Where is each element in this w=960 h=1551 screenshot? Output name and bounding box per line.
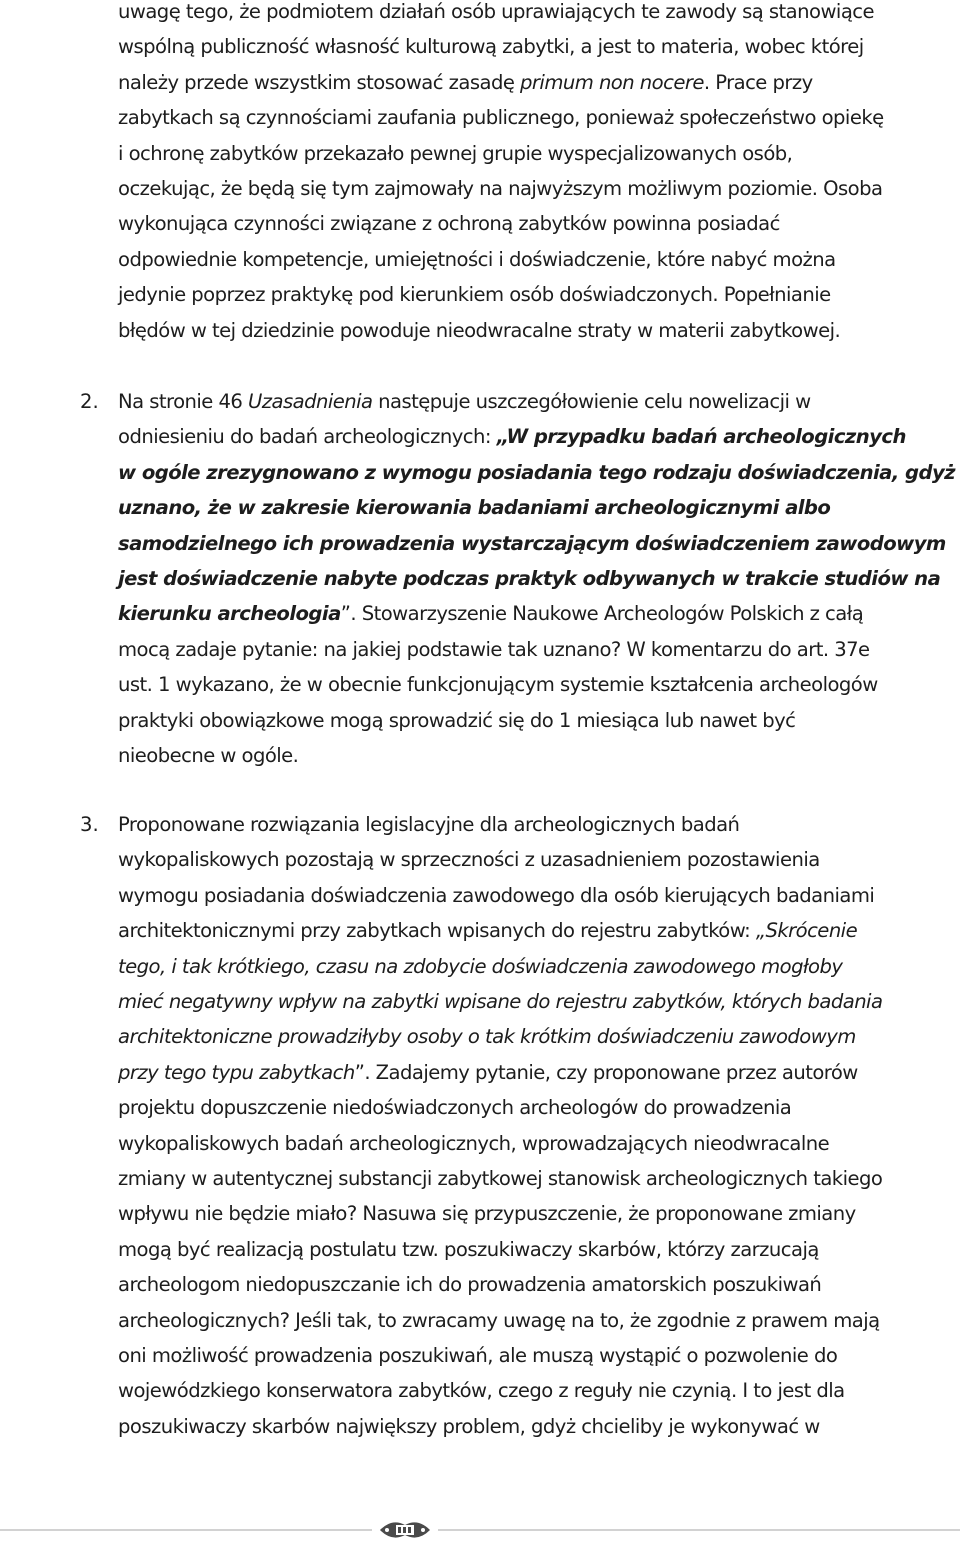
text-segment: jest doświadczenie nabyte podczas praktyk odbywanych w trakcie studiów na [118,567,941,590]
text-line [118,1167,882,1191]
footer-rule-right [438,1529,960,1531]
text-segment: . Prace przy [703,70,813,94]
text-segment: kierunku archeologia [118,602,341,626]
text-segment: błędów w tej dziedzinie powoduje nieodwracalne straty w materii zabytkowej. [118,318,841,342]
text-segment: tego, i tak krótkiego, czasu na zdobycie doświadczenia zawodowego mogłoby [118,954,843,978]
text-line [118,919,857,943]
text-line [118,319,840,343]
text-segment: i ochronę zabytków przekazało pewnej grupie wyspecjalizowanych osób, [118,141,793,165]
text-line [118,884,874,908]
text-line [118,496,830,520]
text-segment: odpowiednie kompetencje, umiejętności i doświadczenie, które nabyć można [118,247,836,271]
text-line [118,0,874,24]
text-line [118,1132,829,1156]
text-line [118,283,831,307]
text-line [118,461,955,485]
text-segment: mogą być realizacją postulatu tzw. poszukiwaczy skarbów, którzy zarzucają [118,1237,819,1261]
text-segment: oni możliwość prowadzenia poszukiwań, ale muszą wystąpić o pozwolenie do [118,1344,838,1367]
text-line [118,1309,880,1333]
text-segment: archeologicznych? Jeśli tak, to zwracamy uwagę na to, że zgodnie z prawem mają [118,1308,880,1332]
text-segment: wpływu nie będzie miało? Nasuwa się przypuszczenie, że proponowane zmiany [118,1202,856,1226]
text-segment: wymogu posiadania doświadczenia zawodowego dla osób kierujących badaniami [118,883,875,907]
text-segment: w ogóle zrezygnowano z wymogu posiadania tego rodzaju doświadczenia, gdyż [118,460,956,484]
text-segment: Na stronie 46 [118,390,249,413]
text-line [118,813,739,837]
text-segment: uwagę tego, że podmiotem działań osób uprawiających te zawody są stanowiące [118,0,875,23]
text-segment: poszukiwaczy skarbów największy problem, gdyż chcieliby je wykonywać w [118,1414,820,1438]
text-segment: odniesieniu do badań archeologicznych: [118,425,497,449]
text-segment: wspólną publiczność własność kulturową zabytki, a jest to materia, wobec której [118,35,864,59]
text-segment: należy przede wszystkim stosować zasadę [118,70,521,94]
text-line [118,1096,791,1120]
text-line [118,1344,837,1368]
text-segment: Proponowane rozwiązania legislacyjne dla archeologicznych badań [118,813,740,836]
text-line [118,602,863,626]
text-segment: archeologom niedopuszczanie ich do prowadzenia amatorskich poszukiwań [118,1273,822,1297]
text-line [118,1025,856,1049]
text-line [118,425,906,449]
footer-rule-left [0,1529,372,1531]
text-line [118,709,795,733]
text-line [118,744,298,768]
text-line [118,177,882,201]
text-segment: projektu dopuszczenie niedoświadczonych archeologów do prowadzenia [118,1096,792,1120]
text-segment: zmiany w autentycznej substancji zabytkowej stanowisk archeologicznych takiego [118,1167,883,1190]
text-segment: ust. 1 wykazano, że w obecnie funkcjonującym systemie kształcenia archeologów [118,673,878,697]
snap-emblem-icon [372,1515,438,1545]
text-line [118,1415,820,1439]
text-line [118,532,946,556]
text-line [118,212,780,236]
page-footer [0,1515,960,1545]
text-segment: wykopaliskowych badań archeologicznych, wprowadzających nieodwracalne [118,1131,830,1155]
text-segment: przy tego typu zabytkach [118,1060,355,1084]
text-line [118,390,811,414]
text-line [118,567,940,591]
text-line [118,248,836,272]
text-line [118,106,884,130]
item-number-2: 2. [80,390,99,413]
text-line [118,673,878,697]
text-segment: ”. Stowarzyszenie Naukowe Archeologów Polskich z całą [340,602,864,626]
text-segment: nieobecne w ogóle. [118,744,299,767]
text-segment: ”. Zadajemy pytanie, czy proponowane przez autorów [354,1060,858,1084]
text-segment: „W przypadku badań archeologicznych [496,425,906,449]
text-line [118,1273,821,1297]
text-line [118,1061,858,1085]
text-segment: architektoniczne prowadziłyby osoby o tak krótkim doświadczeniu zawodowym [118,1025,856,1049]
text-segment: następuje uszczegółowienie celu nowelizacji w [372,390,811,413]
text-segment: samodzielnego ich prowadzenia wystarczającym doświadczeniem zawodowym [118,531,946,555]
text-segment: Uzasadnienia [248,390,373,413]
text-segment: primum non nocere [520,70,704,94]
text-segment: oczekując, że będą się tym zajmowały na najwyższym możliwym poziomie. Osoba [118,177,883,200]
text-segment: praktyki obowiązkowe mogą sprowadzić się do 1 miesiąca lub nawet być [118,708,796,732]
text-segment: jedynie poprzez praktykę pod kierunkiem osób doświadczonych. Popełnianie [118,283,831,307]
text-line [118,71,813,95]
text-segment: uznano, że w zakresie kierowania badaniami archeologicznymi albo [118,496,831,520]
text-line [118,955,842,979]
text-line [118,638,870,662]
text-line [118,35,864,59]
text-segment: mocą zadaje pytanie: na jakiej podstawie tak uznano? W komentarzu do art. 37e [118,637,870,661]
text-line [118,1379,845,1403]
text-segment: wykopaliskowych pozostają w sprzeczności z uzasadnieniem pozostawienia [118,848,820,872]
text-line [118,1202,856,1226]
text-line [118,1238,819,1262]
text-segment: „Skrócenie [755,919,858,943]
text-segment: architektonicznymi przy zabytkach wpisanych do rejestru zabytków: [118,919,756,943]
text-segment: mieć negatywny wpływ na zabytki wpisane do rejestru zabytków, których badania [118,990,883,1013]
text-line [118,142,792,166]
text-segment: wykonująca czynności związane z ochroną zabytków powinna posiadać [118,212,780,236]
text-line [118,848,820,872]
item-number-3: 3. [80,813,99,836]
text-segment: zabytkach są czynnościami zaufania publicznego, ponieważ społeczeństwo opiekę [118,106,884,130]
text-segment: wojewódzkiego konserwatora zabytków, czego z reguły nie czynią. I to jest dla [118,1379,845,1403]
text-line [118,990,882,1014]
